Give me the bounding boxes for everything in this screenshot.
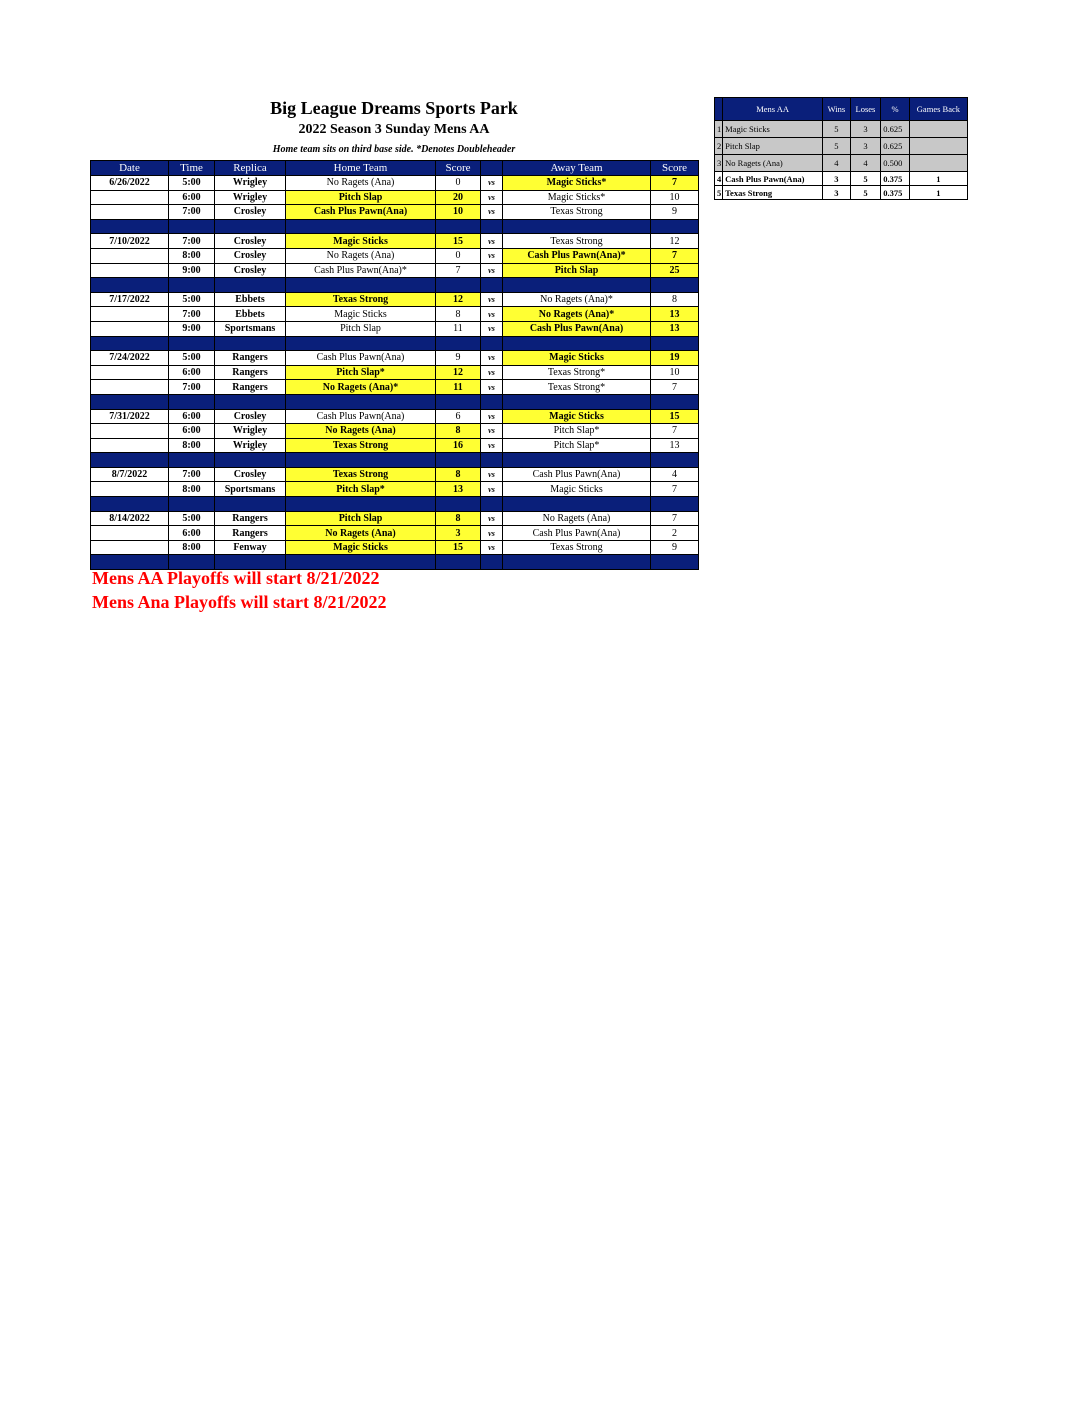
page-subtitle: 2022 Season 3 Sunday Mens AA bbox=[298, 122, 490, 137]
away-score: 8 bbox=[651, 292, 699, 307]
standings-row bbox=[715, 138, 968, 155]
away-team: Texas Strong* bbox=[503, 365, 651, 380]
standings-header-games-back: Games Back bbox=[909, 98, 967, 121]
vs-label: vs bbox=[481, 307, 503, 322]
home-score: 15 bbox=[436, 234, 481, 249]
standings-games-back bbox=[909, 121, 967, 138]
away-team: Cash Plus Pawn(Ana) bbox=[503, 526, 651, 541]
table-row bbox=[91, 205, 699, 220]
separator-cell bbox=[169, 278, 215, 293]
standings-row bbox=[715, 186, 968, 200]
away-team: Texas Strong* bbox=[503, 380, 651, 395]
game-date bbox=[91, 307, 169, 322]
away-score: 12 bbox=[651, 234, 699, 249]
separator-cell bbox=[169, 219, 215, 234]
standings-row bbox=[715, 155, 968, 172]
home-team: No Ragets (Ana) bbox=[286, 176, 436, 191]
game-replica: Fenway bbox=[215, 540, 286, 555]
game-date bbox=[91, 380, 169, 395]
game-date bbox=[91, 540, 169, 555]
vs-label: vs bbox=[481, 424, 503, 439]
table-row bbox=[91, 321, 699, 336]
away-team: Magic Sticks bbox=[503, 409, 651, 424]
separator-cell bbox=[91, 219, 169, 234]
standings-header-pct: % bbox=[881, 98, 910, 121]
table-row bbox=[91, 292, 699, 307]
week-separator-row bbox=[91, 278, 699, 293]
week-separator-row bbox=[91, 394, 699, 409]
away-team: Magic Sticks bbox=[503, 482, 651, 497]
separator-cell bbox=[215, 394, 286, 409]
table-row bbox=[91, 409, 699, 424]
game-time: 6:00 bbox=[169, 526, 215, 541]
separator-cell bbox=[169, 497, 215, 512]
table-row bbox=[91, 540, 699, 555]
game-time: 7:00 bbox=[169, 205, 215, 220]
playoff-notice-ana: Mens Ana Playoffs will start 8/21/2022 bbox=[92, 592, 387, 612]
separator-cell bbox=[503, 555, 651, 570]
away-score: 10 bbox=[651, 190, 699, 205]
separator-cell bbox=[481, 394, 503, 409]
home-score: 12 bbox=[436, 292, 481, 307]
away-team: No Ragets (Ana) bbox=[503, 511, 651, 526]
home-score: 10 bbox=[436, 205, 481, 220]
home-team: Texas Strong bbox=[286, 467, 436, 482]
separator-cell bbox=[215, 497, 286, 512]
home-score: 9 bbox=[436, 351, 481, 366]
separator-cell bbox=[651, 394, 699, 409]
home-score: 20 bbox=[436, 190, 481, 205]
home-team: No Ragets (Ana) bbox=[286, 424, 436, 439]
game-replica: Rangers bbox=[215, 511, 286, 526]
separator-cell bbox=[481, 497, 503, 512]
game-replica: Crosley bbox=[215, 234, 286, 249]
game-time: 8:00 bbox=[169, 438, 215, 453]
home-team: Texas Strong bbox=[286, 438, 436, 453]
standings-body bbox=[715, 121, 968, 200]
vs-label: vs bbox=[481, 234, 503, 249]
week-separator-row bbox=[91, 336, 699, 351]
away-team: Cash Plus Pawn(Ana)* bbox=[503, 248, 651, 263]
table-row bbox=[91, 307, 699, 322]
home-team: Pitch Slap* bbox=[286, 365, 436, 380]
separator-cell bbox=[651, 555, 699, 570]
home-team: Magic Sticks bbox=[286, 307, 436, 322]
table-row bbox=[91, 234, 699, 249]
game-replica: Wrigley bbox=[215, 190, 286, 205]
home-team: Pitch Slap bbox=[286, 190, 436, 205]
separator-cell bbox=[436, 555, 481, 570]
away-score: 7 bbox=[651, 482, 699, 497]
home-score: 11 bbox=[436, 321, 481, 336]
game-date: 8/14/2022 bbox=[91, 511, 169, 526]
separator-cell bbox=[169, 394, 215, 409]
away-team: Pitch Slap* bbox=[503, 438, 651, 453]
standings-table bbox=[714, 97, 968, 200]
col-header-replica: Replica bbox=[215, 161, 286, 176]
vs-label: vs bbox=[481, 292, 503, 307]
table-row bbox=[91, 526, 699, 541]
away-score: 7 bbox=[651, 511, 699, 526]
game-time: 7:00 bbox=[169, 307, 215, 322]
separator-cell bbox=[169, 336, 215, 351]
table-row bbox=[91, 176, 699, 191]
away-score: 13 bbox=[651, 438, 699, 453]
standings-team: Pitch Slap bbox=[723, 138, 823, 155]
away-score: 2 bbox=[651, 526, 699, 541]
home-team: Pitch Slap bbox=[286, 511, 436, 526]
home-score: 6 bbox=[436, 409, 481, 424]
game-time: 9:00 bbox=[169, 321, 215, 336]
separator-cell bbox=[169, 453, 215, 468]
separator-cell bbox=[481, 453, 503, 468]
home-score: 8 bbox=[436, 511, 481, 526]
standings-rank: 1 bbox=[715, 121, 723, 138]
away-team: Pitch Slap* bbox=[503, 424, 651, 439]
game-time: 7:00 bbox=[169, 380, 215, 395]
table-row bbox=[91, 190, 699, 205]
standings-wins: 5 bbox=[823, 121, 851, 138]
schedule-table bbox=[90, 160, 699, 570]
away-team: Cash Plus Pawn(Ana) bbox=[503, 321, 651, 336]
standings-wins: 3 bbox=[823, 172, 851, 186]
table-row bbox=[91, 438, 699, 453]
game-time: 6:00 bbox=[169, 365, 215, 380]
game-replica: Rangers bbox=[215, 351, 286, 366]
vs-label: vs bbox=[481, 482, 503, 497]
standings-team: No Ragets (Ana) bbox=[723, 155, 823, 172]
home-score: 16 bbox=[436, 438, 481, 453]
vs-label: vs bbox=[481, 365, 503, 380]
game-date bbox=[91, 248, 169, 263]
game-time: 6:00 bbox=[169, 190, 215, 205]
col-header-time: Time bbox=[169, 161, 215, 176]
away-team: Pitch Slap bbox=[503, 263, 651, 278]
home-team: Cash Plus Pawn(Ana) bbox=[286, 205, 436, 220]
game-date: 7/24/2022 bbox=[91, 351, 169, 366]
standings-row bbox=[715, 172, 968, 186]
home-team: Magic Sticks bbox=[286, 234, 436, 249]
col-header-date: Date bbox=[91, 161, 169, 176]
game-time: 7:00 bbox=[169, 467, 215, 482]
home-score: 12 bbox=[436, 365, 481, 380]
standings-rank: 5 bbox=[715, 186, 723, 200]
week-separator-row bbox=[91, 497, 699, 512]
separator-cell bbox=[91, 336, 169, 351]
standings-wins: 5 bbox=[823, 138, 851, 155]
standings-wins: 4 bbox=[823, 155, 851, 172]
separator-cell bbox=[503, 453, 651, 468]
separator-cell bbox=[286, 219, 436, 234]
separator-cell bbox=[436, 497, 481, 512]
separator-cell bbox=[215, 336, 286, 351]
away-score: 7 bbox=[651, 424, 699, 439]
home-team: Cash Plus Pawn(Ana)* bbox=[286, 263, 436, 278]
game-date bbox=[91, 321, 169, 336]
standings-header-blank bbox=[715, 98, 723, 121]
away-score: 13 bbox=[651, 307, 699, 322]
standings-pct: 0.375 bbox=[881, 186, 910, 200]
away-score: 15 bbox=[651, 409, 699, 424]
home-team: Texas Strong bbox=[286, 292, 436, 307]
game-replica: Wrigley bbox=[215, 438, 286, 453]
home-team: No Ragets (Ana) bbox=[286, 526, 436, 541]
vs-label: vs bbox=[481, 438, 503, 453]
separator-cell bbox=[436, 336, 481, 351]
separator-cell bbox=[286, 336, 436, 351]
separator-cell bbox=[503, 336, 651, 351]
standings-games-back: 1 bbox=[909, 186, 967, 200]
game-replica: Sportsmans bbox=[215, 321, 286, 336]
game-date: 7/31/2022 bbox=[91, 409, 169, 424]
game-replica: Rangers bbox=[215, 380, 286, 395]
away-score: 13 bbox=[651, 321, 699, 336]
game-replica: Rangers bbox=[215, 526, 286, 541]
vs-label: vs bbox=[481, 205, 503, 220]
col-header-vs bbox=[481, 161, 503, 176]
away-score: 25 bbox=[651, 263, 699, 278]
away-team: Magic Sticks* bbox=[503, 190, 651, 205]
home-score: 7 bbox=[436, 263, 481, 278]
game-replica: Crosley bbox=[215, 248, 286, 263]
standings-loses: 5 bbox=[850, 186, 881, 200]
game-date bbox=[91, 424, 169, 439]
standings-games-back: 1 bbox=[909, 172, 967, 186]
game-date bbox=[91, 190, 169, 205]
home-score: 3 bbox=[436, 526, 481, 541]
vs-label: vs bbox=[481, 248, 503, 263]
separator-cell bbox=[215, 278, 286, 293]
col-header-away-team: Away Team bbox=[503, 161, 651, 176]
away-score: 19 bbox=[651, 351, 699, 366]
separator-cell bbox=[215, 219, 286, 234]
vs-label: vs bbox=[481, 351, 503, 366]
home-score: 13 bbox=[436, 482, 481, 497]
standings-pct: 0.500 bbox=[881, 155, 910, 172]
standings-rank: 3 bbox=[715, 155, 723, 172]
game-replica: Crosley bbox=[215, 467, 286, 482]
week-separator-row bbox=[91, 219, 699, 234]
game-date bbox=[91, 263, 169, 278]
standings-pct: 0.625 bbox=[881, 121, 910, 138]
standings-loses: 4 bbox=[850, 155, 881, 172]
separator-cell bbox=[503, 219, 651, 234]
table-row bbox=[91, 365, 699, 380]
away-team: Texas Strong bbox=[503, 234, 651, 249]
separator-cell bbox=[503, 394, 651, 409]
game-date bbox=[91, 482, 169, 497]
table-row bbox=[91, 263, 699, 278]
game-replica: Crosley bbox=[215, 409, 286, 424]
game-time: 5:00 bbox=[169, 292, 215, 307]
vs-label: vs bbox=[481, 540, 503, 555]
standings-pct: 0.625 bbox=[881, 138, 910, 155]
table-row bbox=[91, 467, 699, 482]
standings-wins: 3 bbox=[823, 186, 851, 200]
game-time: 6:00 bbox=[169, 409, 215, 424]
separator-cell bbox=[91, 453, 169, 468]
game-time: 5:00 bbox=[169, 511, 215, 526]
table-row bbox=[91, 482, 699, 497]
game-replica: Ebbets bbox=[215, 292, 286, 307]
game-date bbox=[91, 438, 169, 453]
separator-cell bbox=[436, 219, 481, 234]
game-date: 7/10/2022 bbox=[91, 234, 169, 249]
home-score: 11 bbox=[436, 380, 481, 395]
game-time: 8:00 bbox=[169, 482, 215, 497]
home-team: Cash Plus Pawn(Ana) bbox=[286, 409, 436, 424]
vs-label: vs bbox=[481, 526, 503, 541]
game-time: 8:00 bbox=[169, 248, 215, 263]
home-team: Magic Sticks bbox=[286, 540, 436, 555]
separator-cell bbox=[503, 497, 651, 512]
game-time: 6:00 bbox=[169, 424, 215, 439]
game-time: 7:00 bbox=[169, 234, 215, 249]
separator-cell bbox=[286, 278, 436, 293]
game-replica: Crosley bbox=[215, 263, 286, 278]
away-score: 7 bbox=[651, 176, 699, 191]
standings-team: Magic Sticks bbox=[723, 121, 823, 138]
table-row bbox=[91, 424, 699, 439]
game-replica: Rangers bbox=[215, 365, 286, 380]
separator-cell bbox=[503, 278, 651, 293]
separator-cell bbox=[286, 394, 436, 409]
game-replica: Sportsmans bbox=[215, 482, 286, 497]
vs-label: vs bbox=[481, 467, 503, 482]
vs-label: vs bbox=[481, 409, 503, 424]
standings-loses: 3 bbox=[850, 121, 881, 138]
separator-cell bbox=[651, 336, 699, 351]
separator-cell bbox=[481, 278, 503, 293]
standings-header-loses: Loses bbox=[850, 98, 881, 121]
home-score: 15 bbox=[436, 540, 481, 555]
game-date: 6/26/2022 bbox=[91, 176, 169, 191]
away-team: Magic Sticks bbox=[503, 351, 651, 366]
game-date bbox=[91, 365, 169, 380]
game-replica: Crosley bbox=[215, 205, 286, 220]
separator-cell bbox=[286, 453, 436, 468]
separator-cell bbox=[651, 219, 699, 234]
standings-header-division: Mens AA bbox=[723, 98, 823, 121]
standings-games-back bbox=[909, 138, 967, 155]
separator-cell bbox=[436, 394, 481, 409]
game-time: 9:00 bbox=[169, 263, 215, 278]
table-row bbox=[91, 380, 699, 395]
home-team: Cash Plus Pawn(Ana) bbox=[286, 351, 436, 366]
game-time: 5:00 bbox=[169, 176, 215, 191]
standings-team: Cash Plus Pawn(Ana) bbox=[723, 172, 823, 186]
vs-label: vs bbox=[481, 511, 503, 526]
page-title: Big League Dreams Sports Park bbox=[270, 98, 518, 118]
game-date: 7/17/2022 bbox=[91, 292, 169, 307]
standings-rank: 4 bbox=[715, 172, 723, 186]
vs-label: vs bbox=[481, 263, 503, 278]
separator-cell bbox=[436, 278, 481, 293]
away-team: No Ragets (Ana)* bbox=[503, 307, 651, 322]
playoff-notice-aa: Mens AA Playoffs will start 8/21/2022 bbox=[92, 568, 380, 588]
away-score: 7 bbox=[651, 380, 699, 395]
separator-cell bbox=[481, 219, 503, 234]
game-date bbox=[91, 526, 169, 541]
vs-label: vs bbox=[481, 380, 503, 395]
game-time: 8:00 bbox=[169, 540, 215, 555]
separator-cell bbox=[91, 497, 169, 512]
away-team: Cash Plus Pawn(Ana) bbox=[503, 467, 651, 482]
standings-row bbox=[715, 121, 968, 138]
game-replica: Wrigley bbox=[215, 424, 286, 439]
separator-cell bbox=[651, 278, 699, 293]
game-time: 5:00 bbox=[169, 351, 215, 366]
away-score: 9 bbox=[651, 540, 699, 555]
game-replica: Wrigley bbox=[215, 176, 286, 191]
separator-cell bbox=[286, 497, 436, 512]
away-score: 9 bbox=[651, 205, 699, 220]
separator-cell bbox=[215, 453, 286, 468]
game-date: 8/7/2022 bbox=[91, 467, 169, 482]
away-score: 4 bbox=[651, 467, 699, 482]
away-team: Magic Sticks* bbox=[503, 176, 651, 191]
separator-cell bbox=[91, 278, 169, 293]
home-team: No Ragets (Ana) bbox=[286, 248, 436, 263]
away-team: Texas Strong bbox=[503, 540, 651, 555]
standings-loses: 5 bbox=[850, 172, 881, 186]
separator-cell bbox=[651, 453, 699, 468]
home-score: 8 bbox=[436, 424, 481, 439]
week-separator-row bbox=[91, 453, 699, 468]
table-row bbox=[91, 351, 699, 366]
home-score: 8 bbox=[436, 307, 481, 322]
standings-games-back bbox=[909, 155, 967, 172]
standings-header-row bbox=[715, 98, 968, 121]
separator-cell bbox=[651, 497, 699, 512]
home-score: 0 bbox=[436, 176, 481, 191]
game-date bbox=[91, 205, 169, 220]
table-row bbox=[91, 511, 699, 526]
col-header-away-score: Score bbox=[651, 161, 699, 176]
col-header-home-score: Score bbox=[436, 161, 481, 176]
home-team: No Ragets (Ana)* bbox=[286, 380, 436, 395]
schedule-note: Home team sits on third base side. *Denotes Doubleheader bbox=[272, 144, 516, 155]
separator-cell bbox=[91, 394, 169, 409]
home-score: 0 bbox=[436, 248, 481, 263]
table-row bbox=[91, 248, 699, 263]
schedule-body bbox=[91, 176, 699, 570]
standings-loses: 3 bbox=[850, 138, 881, 155]
separator-cell bbox=[436, 453, 481, 468]
home-team: Pitch Slap* bbox=[286, 482, 436, 497]
schedule-header-row bbox=[91, 161, 699, 176]
away-team: No Ragets (Ana)* bbox=[503, 292, 651, 307]
home-score: 8 bbox=[436, 467, 481, 482]
standings-header-wins: Wins bbox=[823, 98, 851, 121]
standings-team: Texas Strong bbox=[723, 186, 823, 200]
away-score: 10 bbox=[651, 365, 699, 380]
separator-cell bbox=[481, 555, 503, 570]
vs-label: vs bbox=[481, 176, 503, 191]
vs-label: vs bbox=[481, 190, 503, 205]
standings-pct: 0.375 bbox=[881, 172, 910, 186]
separator-cell bbox=[481, 336, 503, 351]
away-team: Texas Strong bbox=[503, 205, 651, 220]
away-score: 7 bbox=[651, 248, 699, 263]
game-replica: Ebbets bbox=[215, 307, 286, 322]
home-team: Pitch Slap bbox=[286, 321, 436, 336]
col-header-home-team: Home Team bbox=[286, 161, 436, 176]
standings-rank: 2 bbox=[715, 138, 723, 155]
vs-label: vs bbox=[481, 321, 503, 336]
